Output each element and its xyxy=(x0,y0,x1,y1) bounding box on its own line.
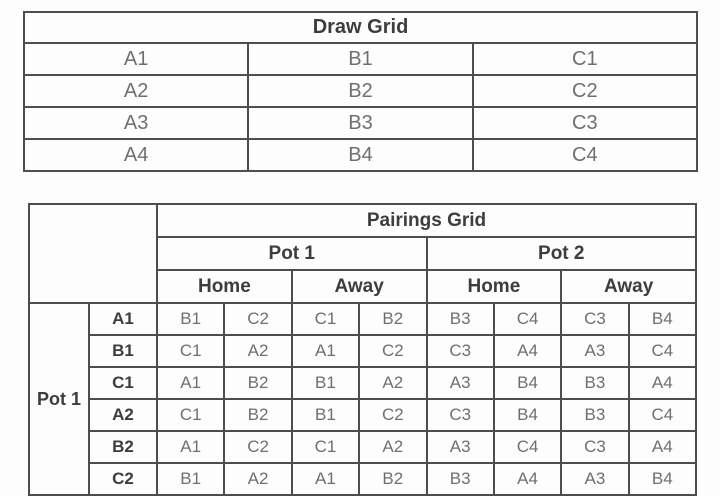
draw-grid-table xyxy=(23,11,698,172)
pairing-cell: C4 xyxy=(629,335,696,367)
pairing-cell: C1 xyxy=(157,335,224,367)
pairing-cell: B4 xyxy=(494,399,561,431)
pairing-cell: A1 xyxy=(292,335,359,367)
table-row xyxy=(24,75,697,107)
row-label: C1 xyxy=(89,367,157,399)
pairing-cell: B4 xyxy=(629,463,696,495)
pairing-cell: A1 xyxy=(157,431,224,463)
pairing-cell: C3 xyxy=(561,431,628,463)
pot1-row-group-label: Pot 1 xyxy=(29,303,89,495)
table-row xyxy=(29,463,696,495)
pairings-grid-title: Pairings Grid xyxy=(157,204,696,237)
table-row xyxy=(24,139,697,171)
pairing-cell: A4 xyxy=(629,431,696,463)
corner-empty-cell xyxy=(29,204,157,303)
pairing-cell: B1 xyxy=(157,463,224,495)
draw-grid-cell: B4 xyxy=(248,139,472,171)
draw-grid-title: Draw Grid xyxy=(24,12,697,43)
pairing-cell: A3 xyxy=(561,463,628,495)
draw-grid-cell: C1 xyxy=(473,43,697,75)
draw-grid-cell: A2 xyxy=(24,75,248,107)
pairing-cell: C1 xyxy=(292,431,359,463)
pairing-cell: A4 xyxy=(494,463,561,495)
pairing-cell: C4 xyxy=(494,303,561,335)
row-label: C2 xyxy=(89,463,157,495)
pairing-cell: B1 xyxy=(292,367,359,399)
pot1-home-header: Home xyxy=(157,270,292,303)
draw-grid-cell: B3 xyxy=(248,107,472,139)
table-row xyxy=(24,107,697,139)
pairing-cell: A4 xyxy=(629,367,696,399)
pairing-cell: C3 xyxy=(427,399,494,431)
pairing-cell: C1 xyxy=(157,399,224,431)
pairings-grid-title-row xyxy=(29,204,696,237)
pairing-cell: A2 xyxy=(359,431,426,463)
draw-grid-cell: C4 xyxy=(473,139,697,171)
pairing-cell: B4 xyxy=(494,367,561,399)
draw-grid-cell: C3 xyxy=(473,107,697,139)
row-label: A2 xyxy=(89,399,157,431)
pairing-cell: B3 xyxy=(427,303,494,335)
pot2-away-header: Away xyxy=(561,270,696,303)
pot1-header: Pot 1 xyxy=(157,237,427,270)
pairing-cell: B2 xyxy=(359,463,426,495)
draw-grid-cell: B1 xyxy=(248,43,472,75)
row-label: B1 xyxy=(89,335,157,367)
pairing-cell: A3 xyxy=(561,335,628,367)
table-row xyxy=(24,43,697,75)
pairing-cell: C2 xyxy=(359,335,426,367)
pairing-cell: C3 xyxy=(561,303,628,335)
pairing-cell: B3 xyxy=(561,367,628,399)
pairing-cell: C2 xyxy=(224,303,291,335)
pairing-cell: B3 xyxy=(561,399,628,431)
pairing-cell: C2 xyxy=(224,431,291,463)
pairing-cell: B1 xyxy=(292,399,359,431)
draw-grid-title-row xyxy=(24,12,697,43)
pairing-cell: A4 xyxy=(494,335,561,367)
pairing-cell: A2 xyxy=(224,463,291,495)
table-row xyxy=(29,431,696,463)
pairing-cell: B4 xyxy=(629,303,696,335)
pairing-cell: A1 xyxy=(157,367,224,399)
pairing-cell: A1 xyxy=(292,463,359,495)
table-row xyxy=(29,367,696,399)
pot2-home-header: Home xyxy=(427,270,562,303)
pairings-grid-table xyxy=(28,203,697,496)
pairing-cell: B2 xyxy=(224,367,291,399)
pairing-cell: A2 xyxy=(359,367,426,399)
table-row xyxy=(29,303,696,335)
pot1-away-header: Away xyxy=(292,270,427,303)
pairing-cell: A3 xyxy=(427,367,494,399)
table-row xyxy=(29,399,696,431)
draw-grid-cell: C2 xyxy=(473,75,697,107)
pairing-cell: B2 xyxy=(359,303,426,335)
draw-grid-cell: B2 xyxy=(248,75,472,107)
pairing-cell: B1 xyxy=(157,303,224,335)
pairing-cell: C2 xyxy=(359,399,426,431)
row-label: B2 xyxy=(89,431,157,463)
pairing-cell: A2 xyxy=(224,335,291,367)
table-row xyxy=(29,335,696,367)
pairing-cell: C1 xyxy=(292,303,359,335)
pairing-cell: B2 xyxy=(224,399,291,431)
pairing-cell: C4 xyxy=(494,431,561,463)
pot2-header: Pot 2 xyxy=(427,237,697,270)
draw-grid-cell: A4 xyxy=(24,139,248,171)
pairing-cell: B3 xyxy=(427,463,494,495)
row-label: A1 xyxy=(89,303,157,335)
pairing-cell: A3 xyxy=(427,431,494,463)
pairing-cell: C4 xyxy=(629,399,696,431)
pairing-cell: C3 xyxy=(427,335,494,367)
draw-grid-cell: A3 xyxy=(24,107,248,139)
draw-grid-cell: A1 xyxy=(24,43,248,75)
